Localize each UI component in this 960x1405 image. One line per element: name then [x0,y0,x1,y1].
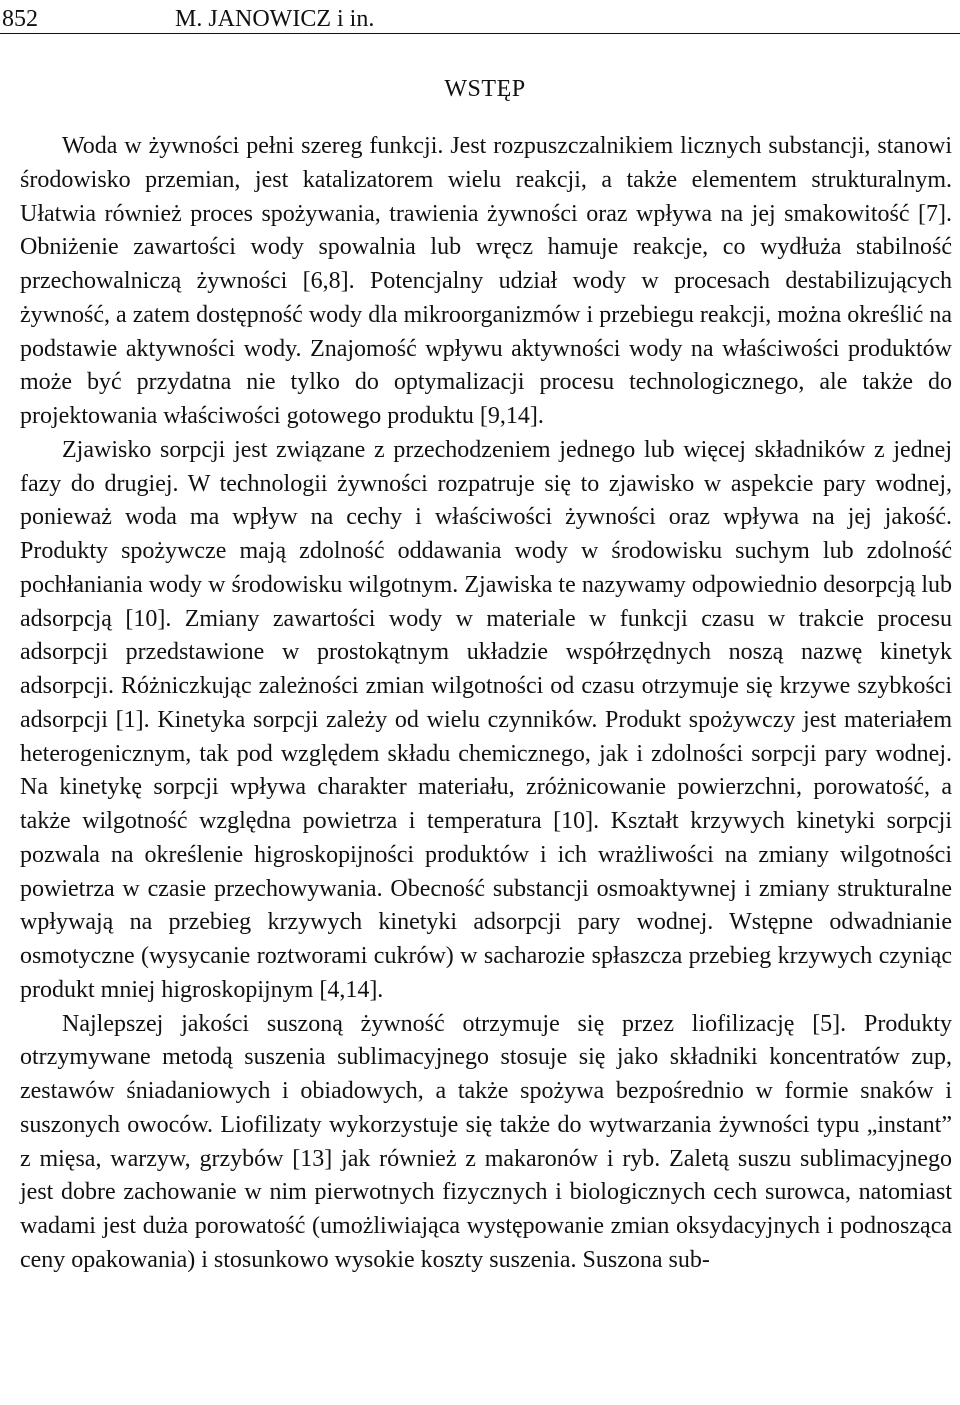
paragraph-freeze-drying: Najlepszej jakości suszoną żywność otrzymuje się przez liofilizację [5]. Produkty otrzymywane metodą suszenia sublimacyjnego stosuje się jako składniki koncentratów zup, zestawów śniadaniowych i obiadowych, a także spożywa bezpośrednio w formie snaków i suszonych owoców. Liofilizaty wykorzystuje się także do wytwarzania żywności typu „instant” z mięsa, warzyw, grzybów [13] jak również z makaronów i ryb. Zaletą suszu sublimacyjnego jest dobre zachowanie w nim pierwotnych fizycznych i biologicznych cech surowca, natomiast wadami jest duża porowatość (umożliwiająca występowanie zmian oksydacyjnych i podnosząca ceny opakowania) i stosunkowo wysokie koszty suszenia. Suszona sub- [20,1010,952,1273]
running-header [0,0,960,34]
header-rule [0,33,960,34]
page-number: 852 [2,6,38,32]
running-head-authors: M. JANOWICZ i in. [175,6,375,32]
paragraph-water-functions: Woda w żywności pełni szereg funkcji. Jest rozpuszczalnikiem licznych substancji, stanowi środowisko przemian, jest katalizatorem wielu reakcji, a także elementem strukturalnym. Ułatwia również proces spożywania, trawienia żywności oraz wpływa na jej smakowitość [7]. Obniżenie zawartości wody spowalnia lub wręcz hamuje reakcje, co wydłuża stabilność przechowalniczą żywności [6,8]. Potencjalny udział wody w procesach destabilizujących żywność, a zatem dostępność wody dla mikroorganizmów i przebiegu reakcji, można określić na podstawie aktywności wody. Znajomość wpływu aktywności wody na właściwości produktów może być przydatna nie tylko do optymalizacji procesu technologicznego, ale także do projektowania właściwości gotowego produktu [9,14]. [20,133,952,429]
paragraph-sorption-kinetics: Zjawisko sorpcji jest związane z przechodzeniem jednego lub więcej składników z jednej fazy do drugiej. W technologii żywności rozpatruje się to zjawisko w aspekcie pary wodnej, ponieważ woda ma wpływ na cechy i właściwości żywności oraz wpływa na jej jakość. Produkty spożywcze mają zdolność oddawania wody w środowisku suchym lub zdolność pochłaniania wody w środowisku wilgotnym. Zjawiska te nazywamy odpowiednio desorpcją lub adsorpcją [10]. Zmiany zawartości wody w materiale w funkcji czasu w trakcie procesu adsorpcji przedstawione w prostokątnym układzie współrzędnych noszą nazwę kinetyk adsorpcji. Różniczkując zależności zmian wilgotności od czasu otrzymuje się krzywe szybkości adsorpcji [1]. Kinetyka sorpcji zależy od wielu czynników. Produkt spożywczy jest materiałem heterogenicznym, tak pod względem składu chemicznego, jak i zdolności sorpcji pary wodnej. Na kinetykę sorpcji wpływa charakter materiału, zróżnicowanie powierzchni, porowatość, a także wilgotność względna powietrza i temperatura [10]. Kształt krzywych kinetyki sorpcji pozwala na określenie higroskopijności produktów i ich wrażliwości na zmiany wilgotności powietrza w czasie przechowywania. Obecność substancji osmoaktywnej i zmiany strukturalne wpływają na przebieg krzywych kinetyki adsorpcji pary wodnej. Wstępne odwadnianie osmotyczne (wysycanie roztworami cukrów) w sacharozie spłaszcza przebieg krzywych czyniąc produkt mniej higroskopijnym [4,14]. [20,436,952,1003]
body-text [20,130,952,1278]
section-title: WSTĘP [444,76,526,102]
